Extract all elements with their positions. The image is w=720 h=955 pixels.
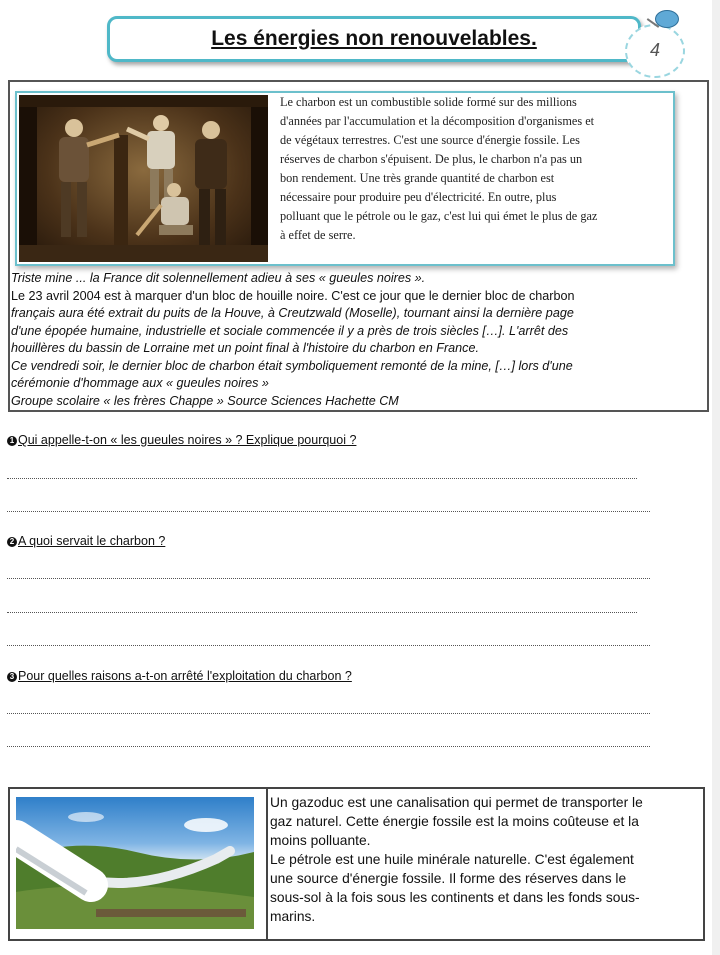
page-number: 4 [649, 40, 660, 60]
question-text: Pour quelles raisons a-t-on arrêté l'exploitation du charbon ? [18, 669, 352, 683]
answer-line[interactable] [7, 511, 650, 512]
gas-text-line: Le pétrole est une huile minérale naturelle. C'est également [270, 852, 634, 867]
page-number-badge [625, 24, 685, 78]
gas-pipeline-photo [16, 797, 254, 929]
gas-text-line: une source d'énergie fossile. Il forme des réserves dans le [270, 871, 627, 886]
coal-text-line: de végétaux terrestres. C'est une source d'énergie fossile. Les [280, 133, 580, 147]
answer-line[interactable] [7, 612, 637, 613]
question-2 [7, 534, 165, 548]
quote-line: houillères du bassin de Lorraine met un point final à l'histoire du charbon en France. [11, 341, 479, 355]
quote-source: Groupe scolaire « les frères Chappe » Source Sciences Hachette CM [11, 393, 399, 408]
coal-miners-illustration [19, 95, 268, 262]
gas-text-line: Un gazoduc est une canalisation qui permet de transporter le [270, 795, 643, 810]
gas-text-line: moins polluante. [270, 833, 371, 848]
question-1 [7, 433, 356, 447]
answer-line[interactable] [7, 746, 650, 747]
quote-line: Triste mine ... la France dit solennellement adieu à ses « gueules noires ». [11, 271, 426, 285]
coal-text-line: à effet de serre. [280, 228, 356, 242]
answer-line[interactable] [7, 478, 637, 479]
question-text: A quoi servait le charbon ? [18, 534, 166, 548]
quote-line: Le 23 avril 2004 est à marquer d'un bloc de houille noire. C'est ce jour que le dernier bloc de charbon [11, 288, 575, 303]
title-banner [107, 16, 641, 62]
gas-oil-description [270, 793, 703, 926]
gas-text-line: marins. [270, 909, 316, 924]
answer-line[interactable] [7, 645, 650, 646]
quote-line: Ce vendredi soir, le dernier bloc de charbon était symboliquement remonté de la mine, […] lors d'une [11, 358, 573, 373]
question-number-badge: 1 [7, 436, 17, 446]
coal-text-line: polluant que le pétrole ou le gaz, c'est lui qui émet le plus de gaz [280, 209, 598, 223]
gas-text-line: sous-sol à la fois sous les continents et dans les fonds sous- [270, 890, 640, 905]
question-number-badge: 2 [7, 537, 17, 547]
quote-line: cérémonie d'hommage aux « gueules noires » [11, 376, 269, 390]
coal-text-line: Le charbon est un combustible solide formé sur des millions [280, 95, 577, 109]
coal-miners-photo [19, 95, 268, 262]
coal-description [280, 93, 672, 245]
quote-line: français aura été extrait du puits de la Houve, à Creutzwald (Moselle), tournant ainsi la dernière page [11, 306, 574, 320]
question-3 [7, 669, 352, 683]
quote-line: d'une épopée humaine, industrielle et sociale commencée il y a près de trois siècles […]. L'arrêt des [11, 323, 569, 338]
answer-line[interactable] [7, 713, 650, 714]
news-quote [11, 270, 708, 410]
pipeline-illustration [16, 797, 254, 929]
page-title: Les énergies non renouvelables. [211, 27, 537, 50]
coal-text-line: réserves de charbon s'épuisent. De plus, le charbon n'a pas un [280, 152, 583, 166]
pushpin-icon [655, 10, 679, 28]
answer-line[interactable] [7, 578, 650, 579]
section-divider [266, 787, 268, 941]
coal-text-line: nécessaire pour produire peu d'électricité. En outre, plus [280, 190, 557, 204]
gas-text-line: gaz naturel. Cette énergie fossile est la moins coûteuse et la [270, 814, 639, 829]
coal-text-line: d'années par l'accumulation et la décomposition d'organismes et [280, 114, 595, 128]
question-text: Qui appelle-t-on « les gueules noires » ? Explique pourquoi ? [18, 433, 357, 447]
coal-text-line: bon rendement. Une très grande quantité de charbon est [280, 171, 555, 185]
question-number-badge: 3 [7, 672, 17, 682]
